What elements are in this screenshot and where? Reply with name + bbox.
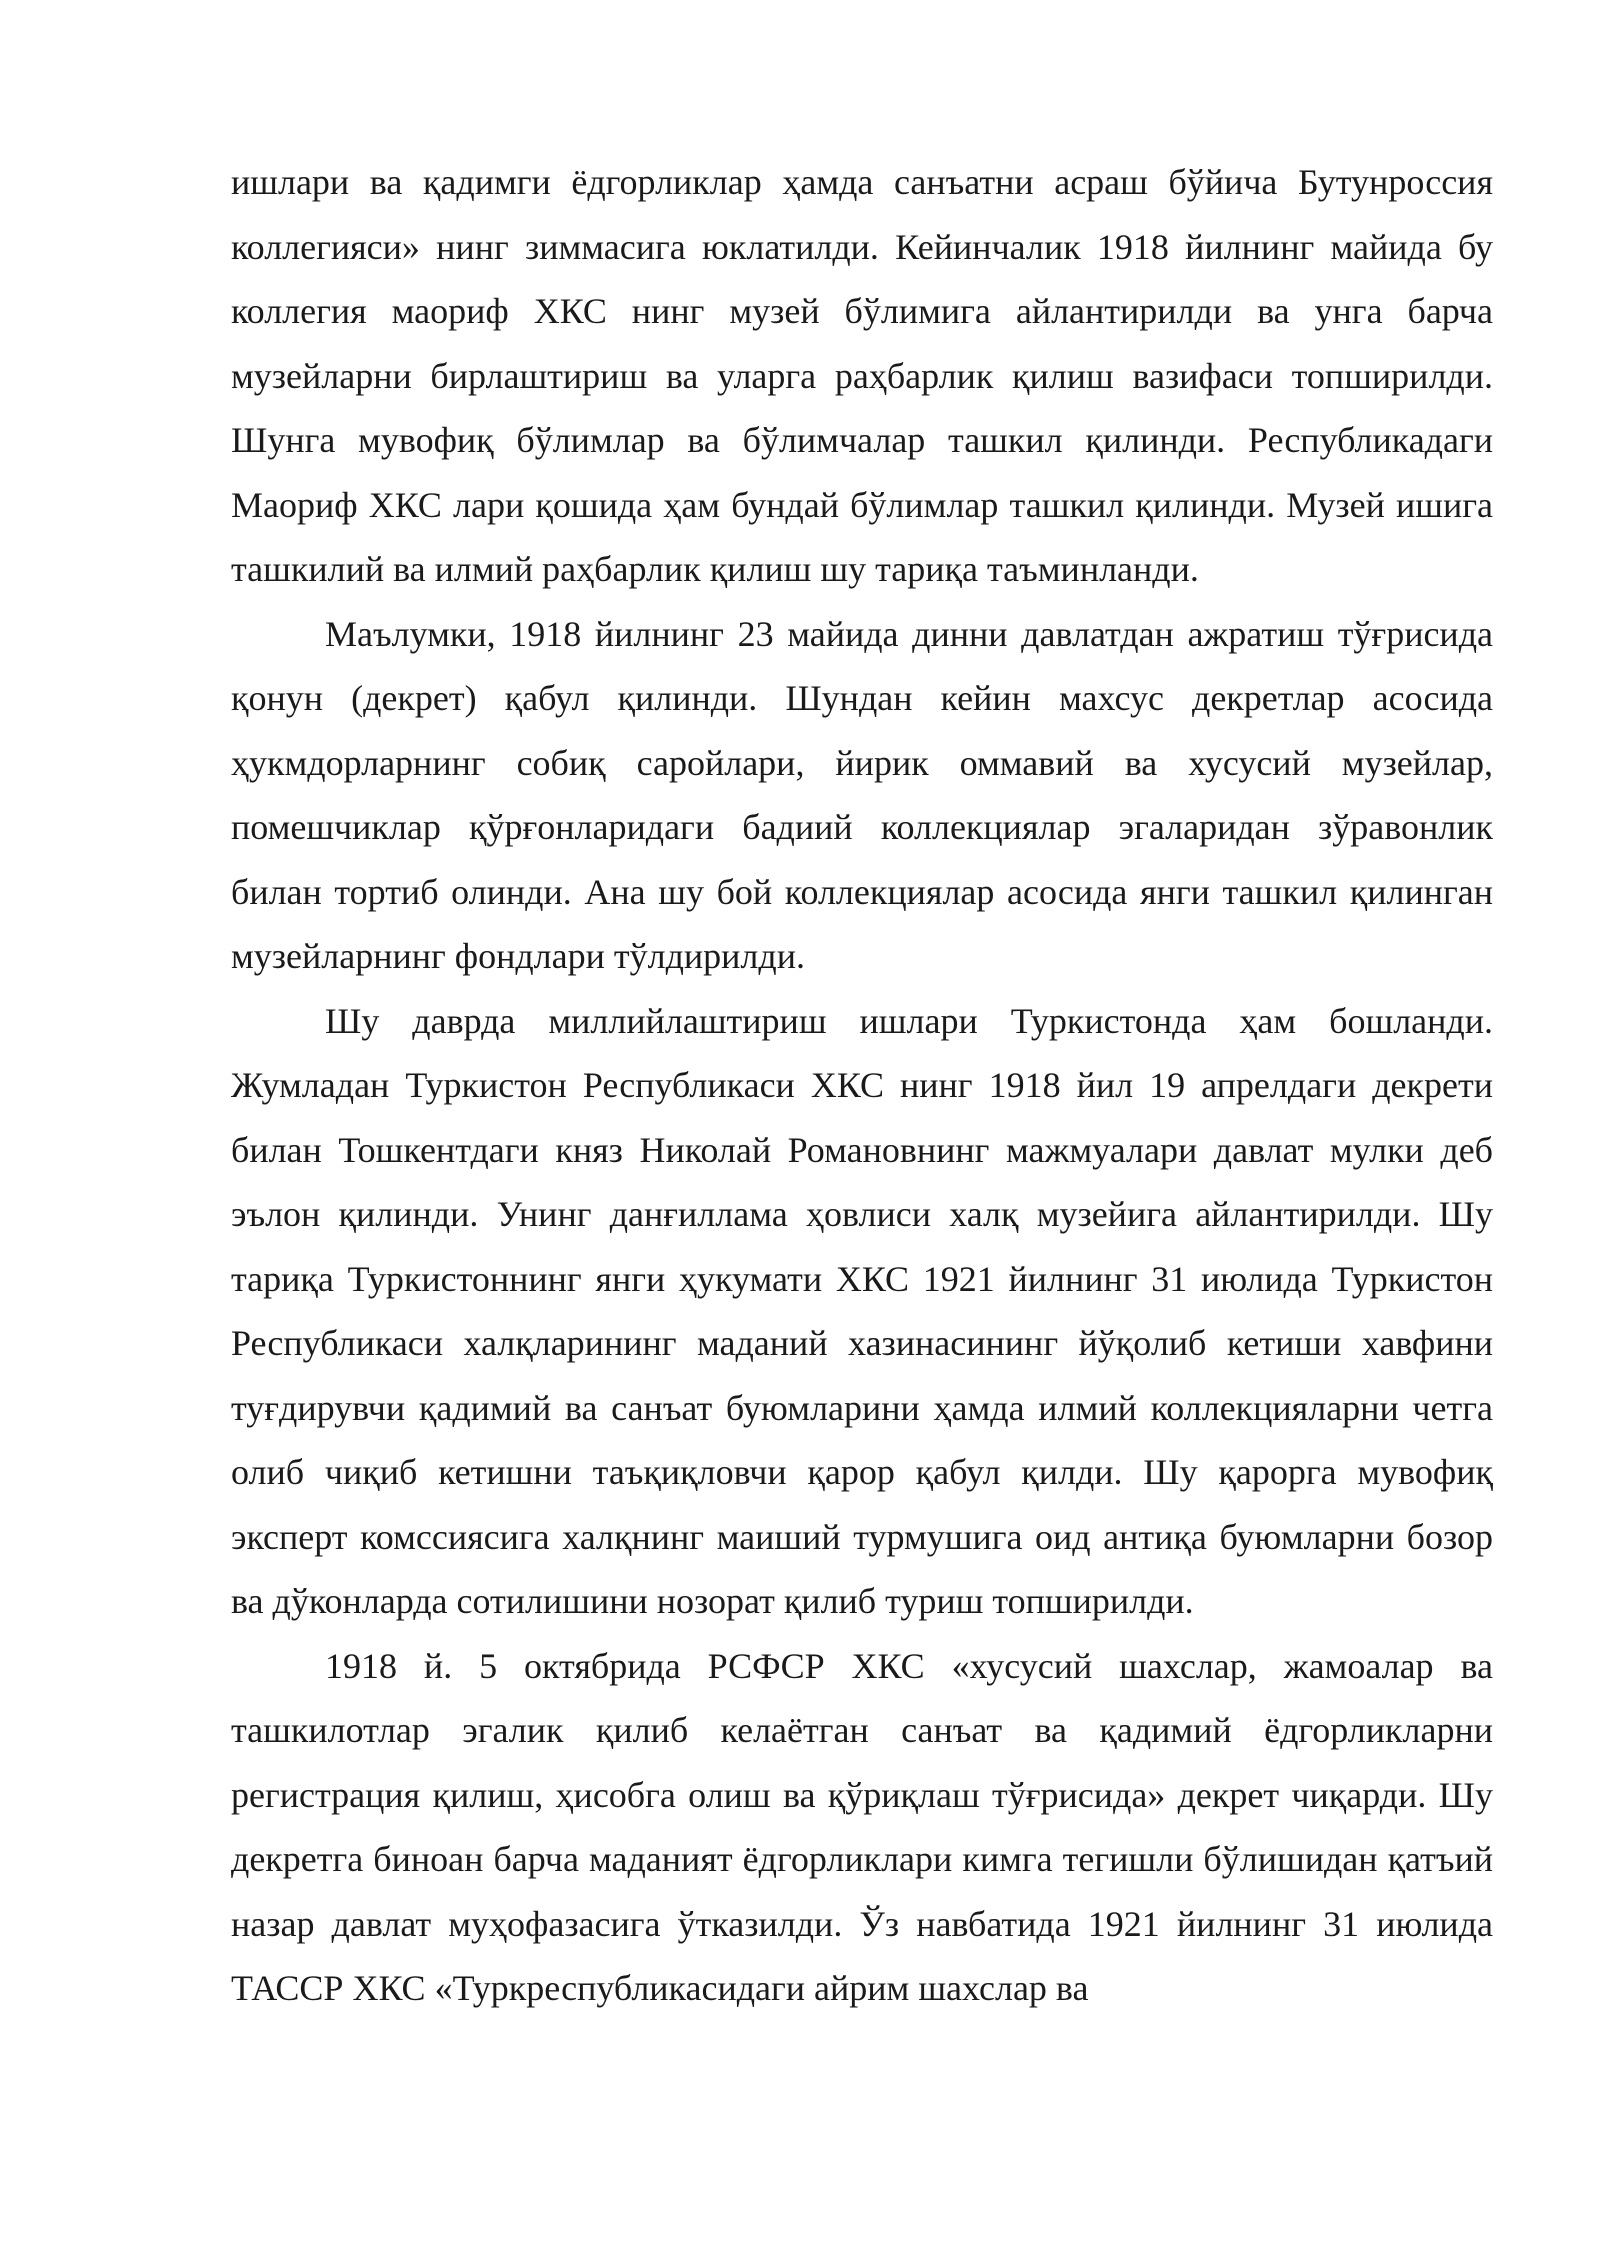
paragraph-continuation: ишлари ва қадимги ёдгорликлар ҳамда санъатни асраш бўйича Бутунроссия коллегияси» нинг зиммасига юклатилди. Кейинчалик 1918 йилнинг майида бу коллегия маориф ХКС нинг музей бўлимига айлантирилди ва унга барча музейларни бирлаштириш ва уларга раҳбарлик қилиш вазифаси топширилди. Шунга мувофиқ бўлимлар ва бўлимчалар ташкил қилинди. Республикадаги Маориф ХКС лари қошида ҳам бундай бўлимлар ташкил қилинди. Музей ишига ташкилий ва илмий раҳбарлик қилиш шу тариқа таъминланди. bbox=[231, 162, 1493, 589]
paragraph-rsfsr-decree: 1918 й. 5 октябрида РСФСР ХКС «хусусий шахслар, жамоалар ва ташкилотлар эгалик қилиб келаётган санъат ва қадимий ёдгорликларни регистрация қилиш, ҳисобга олиш ва қўриқлаш тўғрисида» декрет чиқарди. Шу декретга биноан барча маданият ёдгорликлари кимга тегишли бўлишидан қатъий назар давлат муҳофазасига ўтказилди. Ўз навбатида 1921 йилнинг 31 июлида ТАССР ХКС «Туркреспубликасидаги айрим шахслар ва bbox=[231, 1645, 1493, 2008]
paragraph-turkiston: Шу даврда миллийлаштириш ишлари Туркистонда ҳам бошланди. Жумладан Туркистон Республикаси ХКС нинг 1918 йил 19 апрелдаги декрети билан Тошкентдаги княз Николай Романовнинг мажмуалари давлат мулки деб эълон қилинди. Унинг данғиллама ҳовлиси халқ музейига айлантирилди. Шу тариқа Туркистоннинг янги ҳукумати ХКС 1921 йилнинг 31 июлида Туркистон Республикаси халқларининг маданий хазинасининг йўқолиб кетиши хавфини туғдирувчи қадимий ва санъат буюмларини ҳамда илмий коллекцияларни четга олиб чиқиб кетишни таъқиқловчи қарор қабул қилди. Шу қарорга мувофиқ эксперт комссиясига халқнинг маиший турмушига оид антиқа буюмларни бозор ва дўконларда сотилишини нозорат қилиб туриш топширилди. bbox=[231, 1000, 1493, 1621]
document-body bbox=[231, 150, 1493, 2021]
paragraph-malumki: Маълумки, 1918 йилнинг 23 майида динни давлатдан ажратиш тўғрисида қонун (декрет) қабул қилинди. Шундан кейин махсус декретлар асосида ҳукмдорларнинг собиқ саройлари, йирик оммавий ва хусусий музейлар, помешчиклар қўрғонларидаги бадиий коллекциялар эгаларидан зўравонлик билан тортиб олинди. Ана шу бой коллекциялар асосида янги ташкил қилинган музейларнинг фондлари тўлдирилди. bbox=[231, 613, 1493, 976]
